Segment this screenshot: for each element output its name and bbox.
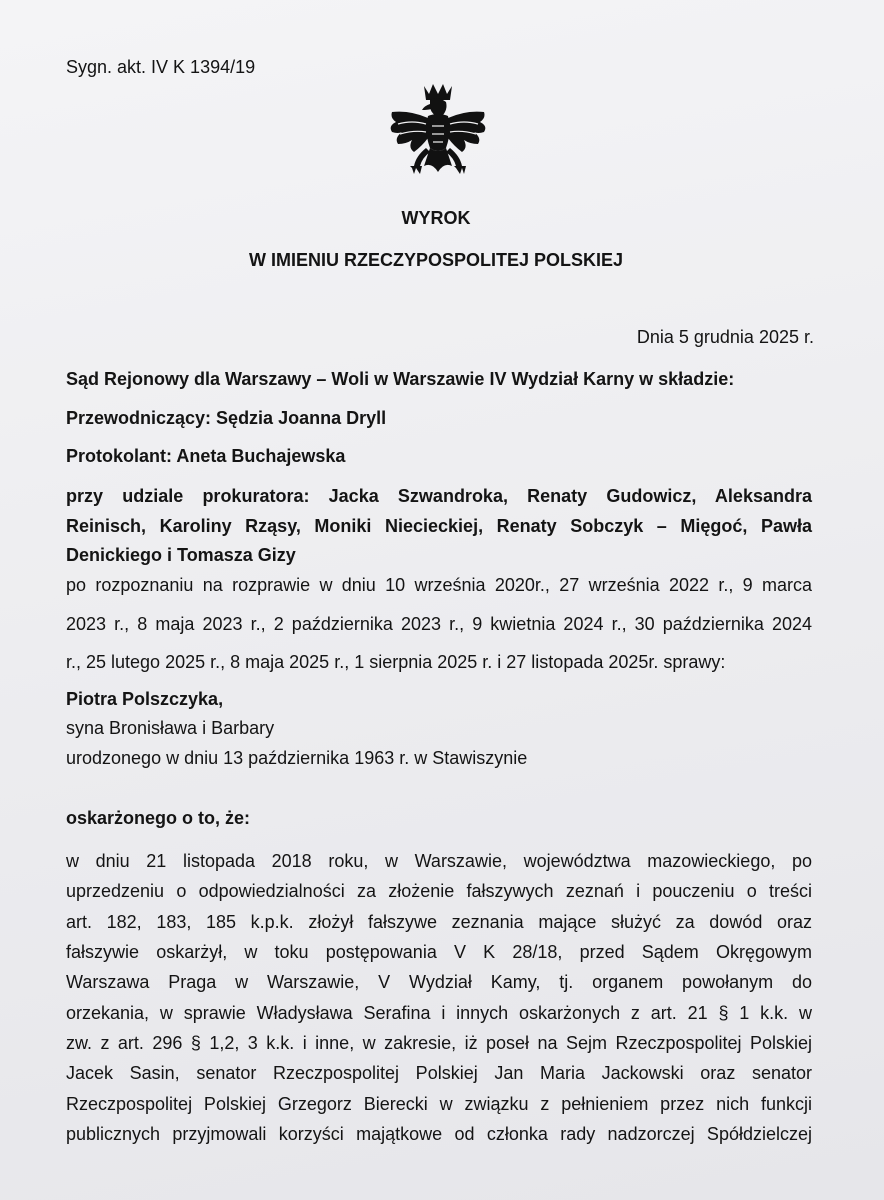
prosecutors-line-3: Denickiego i Tomasza Gizy [66, 545, 296, 565]
case-number: Sygn. akt. IV K 1394/19 [66, 57, 256, 77]
charge-line-1: w dniu 21 listopada 2018 roku, w Warszawie, województwa mazowieckiego, po [66, 851, 812, 871]
charge-line-3: art. 182, 183, 185 k.p.k. złożył fałszywe zeznania mające służyć za dowód oraz [66, 912, 812, 932]
charge-heading: oskarżonego o to, że: [66, 808, 251, 828]
charge-line-6: orzekania, w sprawie Władysława Serafina i innych oskarżonych z art. 21 § 1 k.k. w [66, 1003, 812, 1023]
hearing-dates-line-2: 2023 r., 8 maja 2023 r., 2 października 2023 r., 9 kwietnia 2024 r., 30 października 2024 [66, 614, 812, 634]
prosecutors-line-1: przy udziale prokuratora: Jacka Szwandroka, Renaty Gudowicz, Aleksandra [66, 486, 812, 506]
prosecutors-line-2: Reinisch, Karoliny Rząsy, Moniki Niecieckiej, Renaty Sobczyk – Mięgoć, Pawła [66, 516, 812, 536]
charge-line-5: Warszawa Praga w Warszawie, V Wydział Kamy, tj. organem powołanym do [66, 972, 812, 992]
charge-line-2: uprzedzeniu o odpowiedzialności za złożenie fałszywych zeznań i pouczeniu o treści [66, 881, 812, 901]
court-composition: Sąd Rejonowy dla Warszawy – Woli w Warszawie IV Wydział Karny w składzie: [66, 369, 735, 389]
defendant-birth: urodzonego w dniu 13 października 1963 r. w Stawiszynie [66, 748, 528, 768]
charge-line-4: fałszywie oskarżył, w toku postępowania V K 28/18, przed Sądem Okręgowym [66, 942, 812, 962]
defendant-name: Piotra Polszczyka, [66, 689, 224, 709]
hearing-dates-line-1: po rozpoznaniu na rozprawie w dniu 10 września 2020r., 27 września 2022 r., 9 marca [66, 575, 812, 595]
verdict-title: WYROK [401, 208, 471, 228]
charge-line-9: Rzeczpospolitej Polskiej Grzegorz Bierecki w związku z pełnieniem przez nich funkcji [66, 1094, 812, 1114]
verdict-subtitle: W IMIENIU RZECZYPOSPOLITEJ POLSKIEJ [248, 250, 624, 270]
court-clerk: Protokolant: Aneta Buchajewska [66, 446, 346, 466]
hearing-dates-line-3: r., 25 lutego 2025 r., 8 maja 2025 r., 1 sierpnia 2025 r. i 27 listopada 2025r. sprawy: [66, 652, 726, 672]
defendant-parents: syna Bronisława i Barbary [66, 718, 275, 738]
charge-line-7: zw. z art. 296 § 1,2, 3 k.k. i inne, w zakresie, iż poseł na Sejm Rzeczpospolitej Polskiej [66, 1033, 812, 1053]
charge-line-10: publicznych przyjmowali korzyści majątkowe od członka rady nadzorczej Spółdzielczej [66, 1124, 812, 1144]
polish-eagle-emblem-icon [386, 82, 490, 192]
verdict-date: Dnia 5 grudnia 2025 r. [636, 327, 814, 347]
presiding-judge: Przewodniczący: Sędzia Joanna Dryll [66, 408, 387, 428]
charge-line-8: Jacek Sasin, senator Rzeczpospolitej Polskiej Jan Maria Jackowski oraz senator [66, 1063, 812, 1083]
